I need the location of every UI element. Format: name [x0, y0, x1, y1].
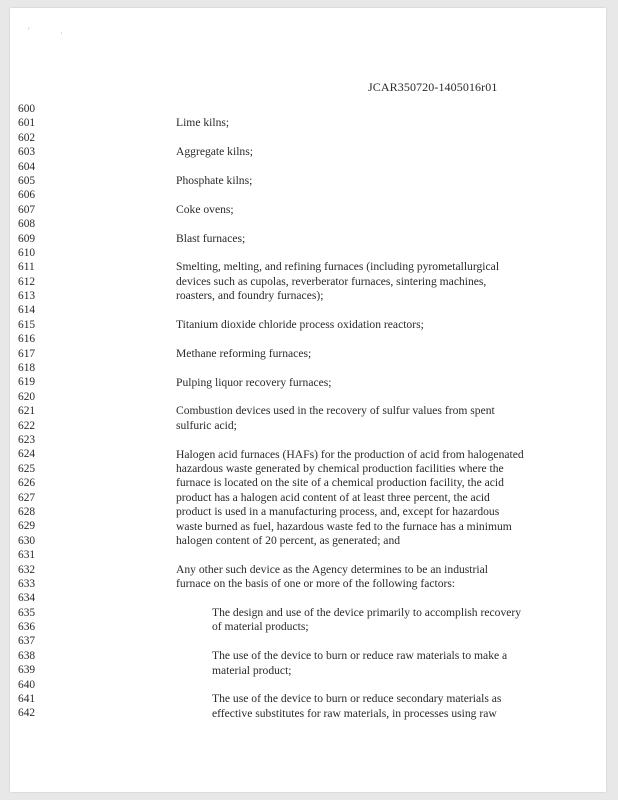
line-number: 622	[18, 419, 36, 432]
line-number: 632	[18, 563, 36, 576]
body-text-line: sulfuric acid;	[176, 418, 237, 432]
line-number: 600	[18, 103, 36, 115]
line-number: 619	[18, 376, 36, 389]
body-text-line: Pulping liquor recovery furnaces;	[176, 375, 332, 389]
line-number: 638	[18, 649, 36, 662]
line-number: 625	[18, 462, 36, 475]
line-number: 620	[18, 390, 36, 403]
line-number: 608	[18, 218, 36, 231]
scan-speck-mark: ·	[60, 28, 63, 38]
body-text-line: The design and use of the device primarily to accomplish recovery	[212, 606, 522, 619]
body-text-line: furnace on the basis of one or more of the following factors:	[176, 577, 456, 591]
body-text-line: waste burned as fuel, hazardous waste fed to the furnace has a minimum	[176, 519, 512, 533]
line-number: 627	[18, 491, 36, 504]
line-number: 640	[18, 678, 36, 691]
line-number: 636	[18, 621, 36, 634]
line-number: 611	[18, 261, 35, 274]
body-text-line: halogen content of 20 percent, as generated; and	[176, 534, 401, 547]
line-number: 613	[18, 290, 36, 303]
line-number: 626	[18, 477, 36, 490]
body-text-line: of material products;	[212, 620, 309, 634]
line-number: 624	[18, 448, 36, 461]
body-text-line: Aggregate kilns;	[176, 145, 253, 159]
body-text-line: product is used in a manufacturing process, and, except for hazardous	[176, 505, 500, 519]
line-number: 630	[18, 534, 36, 547]
body-text-line: Titanium dioxide chloride process oxidation reactors;	[176, 318, 424, 331]
line-number: 642	[18, 707, 36, 720]
line-number: 606	[18, 189, 36, 202]
body-text-line: Phosphate kilns;	[176, 174, 253, 187]
line-number: 604	[18, 160, 36, 173]
line-number: 610	[18, 246, 36, 259]
line-number: 602	[18, 131, 36, 144]
line-number: 635	[18, 606, 36, 619]
line-number: 621	[18, 405, 36, 418]
line-number: 633	[18, 577, 36, 590]
line-number: 618	[18, 362, 36, 375]
line-number: 607	[18, 203, 36, 216]
line-number: 616	[18, 333, 36, 346]
line-number: 603	[18, 146, 36, 159]
line-number: 641	[18, 693, 36, 706]
body-text-line: hazardous waste generated by chemical production facilities where the	[176, 462, 504, 475]
document-code: JCAR350720-1405016r01	[368, 80, 498, 94]
line-number: 617	[18, 347, 36, 360]
body-text-line: product has a halogen acid content of at least three percent, the acid	[176, 490, 490, 504]
line-number: 628	[18, 505, 36, 518]
body-text-line: Halogen acid furnaces (HAFs) for the production of acid from halogenated	[176, 447, 524, 461]
body-text-line: Combustion devices used in the recovery of sulfur values from spent	[176, 404, 495, 418]
body-text-line: Blast furnaces;	[176, 231, 246, 245]
body-text-line: Coke ovens;	[176, 202, 234, 216]
body-text-line: The use of the device to burn or reduce raw materials to make a	[212, 649, 508, 663]
line-number: 629	[18, 520, 36, 533]
line-number: 612	[18, 275, 36, 288]
line-number: 601	[18, 117, 36, 130]
line-number: 615	[18, 318, 36, 331]
body-text-line: The use of the device to burn or reduce secondary materials as	[212, 692, 502, 706]
body-text-line: furnace is located on the site of a chemical production facility, the acid	[176, 476, 504, 490]
body-text-line: Any other such device as the Agency determines to be an industrial	[176, 562, 488, 576]
body-text-line: effective substitutes for raw materials, in processes using raw	[212, 706, 497, 720]
scan-speck-mark: '	[28, 26, 30, 36]
body-text-line: devices such as cupolas, reverberator furnaces, sintering machines,	[176, 274, 487, 288]
body-text-line: roasters, and foundry furnaces);	[176, 289, 324, 303]
line-number: 637	[18, 635, 36, 648]
line-number: 609	[18, 232, 36, 245]
line-number: 614	[18, 304, 36, 317]
body-text-line: Methane reforming furnaces;	[176, 346, 312, 360]
line-number: 623	[18, 433, 36, 446]
body-text-line: Lime kilns;	[176, 116, 230, 130]
line-number-column	[18, 102, 58, 721]
document-page	[10, 8, 606, 792]
line-number: 634	[18, 592, 36, 605]
line-number: 605	[18, 174, 36, 187]
line-number: 631	[18, 549, 36, 562]
body-text-line: Smelting, melting, and refining furnaces (including pyrometallurgical	[176, 260, 500, 274]
line-number: 639	[18, 664, 36, 677]
body-text-line: material product;	[212, 663, 292, 677]
